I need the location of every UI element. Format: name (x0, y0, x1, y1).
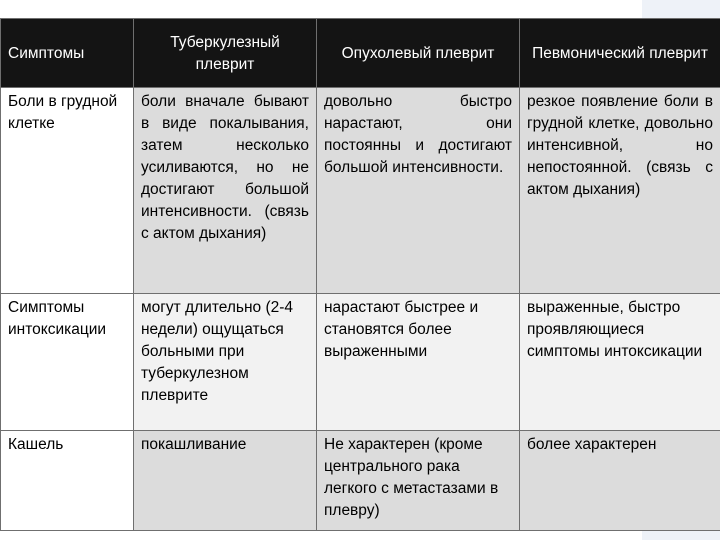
row-tumor-cell: довольно быстро нарастают, они постоянны и достигают большой интенсивности. (317, 88, 520, 294)
row-tumor-cell: нарастают быстрее и становятся более выраженными (317, 294, 520, 431)
row-symptom-cell: Боли в грудной клетке (1, 88, 134, 294)
row-pneumonic-cell: выраженные, быстро проявляющиеся симптомы интоксикации (520, 294, 720, 431)
comparison-table (0, 18, 720, 531)
header-pneumonic: Певмонический плеврит (520, 19, 720, 88)
table-header-row (1, 19, 720, 88)
table-row (1, 88, 720, 294)
row-tb-cell: боли вначале бывают в виде покалывания, затем несколько усиливаются, но не достигают большой интенсивности. (связь с актом дыхания) (134, 88, 317, 294)
row-symptom-cell: Симптомы интоксикации (1, 294, 134, 431)
row-tumor-cell: Не характерен (кроме центрального рака легкого с метастазами в плевру) (317, 431, 520, 531)
table-row (1, 294, 720, 431)
row-pneumonic-cell: более характерен (520, 431, 720, 531)
row-tb-cell: покашливание (134, 431, 317, 531)
row-tb-cell: могут длительно (2-4 недели) ощущаться больными при туберкулезном плеврите (134, 294, 317, 431)
header-symptoms: Симптомы (1, 19, 134, 88)
row-symptom-cell: Кашель (1, 431, 134, 531)
header-tumor: Опухолевый плеврит (317, 19, 520, 88)
row-pneumonic-cell: резкое появление боли в грудной клетке, довольно интенсивной, но непостоянной. (связь с актом дыхания) (520, 88, 720, 294)
header-tuberculous: Туберкулезный плеврит (134, 19, 317, 88)
table-row (1, 431, 720, 531)
